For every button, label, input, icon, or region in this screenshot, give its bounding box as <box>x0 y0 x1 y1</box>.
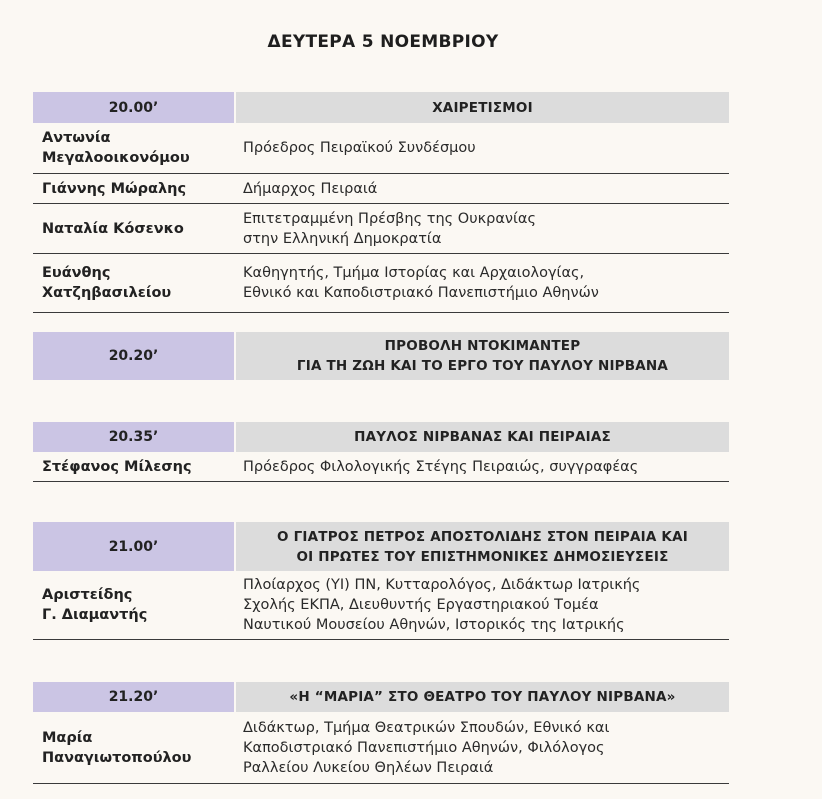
speaker-role <box>234 712 729 783</box>
speaker-name-line: Παναγιωτοπούλου <box>42 749 192 766</box>
session-title <box>236 682 729 712</box>
speaker-name-line: Γ. Διαμαντής <box>42 607 148 623</box>
session-time: 21.00’ <box>33 522 234 571</box>
speaker-role-line: Δήμαρχος Πειραιά <box>243 180 378 197</box>
speaker-role-line: στην Ελληνική Δημοκρατία <box>243 230 442 247</box>
speaker-name-line: Αντωνία <box>42 130 111 146</box>
speaker-row <box>33 712 729 784</box>
speaker-role <box>234 254 729 312</box>
session-header <box>33 682 729 712</box>
speaker-role <box>234 452 729 481</box>
speaker-role-line: Ναυτικού Μουσείου Αθηνών, Ιστορικός της Ιατρικής <box>243 617 625 633</box>
session-title-line: «Η “ΜΑΡΙΑ” ΣΤΟ ΘΕΑΤΡΟ ΤΟΥ ΠΑΥΛΟΥ ΝΙΡΒΑΝΑ» <box>289 689 676 705</box>
speaker-name-line: Μεγαλοοικονόμου <box>42 150 190 166</box>
session-title-line: ΟΙ ΠΡΩΤΕΣ ΤΟΥ ΕΠΙΣΤΗΜΟΝΙΚΕΣ ΔΗΜΟΣΙΕΥΣΕΙΣ <box>296 548 669 565</box>
speaker-role-line: Πλοίαρχος (ΥΙ) ΠΝ, Κυτταρολόγος, Διδάκτωρ Ιατρικής <box>243 577 641 593</box>
session-block <box>33 92 729 313</box>
session-block <box>33 682 729 784</box>
session-title <box>236 332 729 380</box>
session-title-line: ΠΡΟΒΟΛΗ ΝΤΟΚΙΜΑΝΤΕΡ <box>384 338 581 354</box>
speaker-role-line: Εθνικό και Καποδιστριακό Πανεπιστήμιο Αθηνών <box>243 285 599 301</box>
speaker-name <box>33 571 234 639</box>
speaker-role-line: Καθηγητής, Τμήμα Ιστορίας και Αρχαιολογίας, <box>243 265 585 281</box>
session-block <box>33 522 729 640</box>
session-header <box>33 522 729 571</box>
speaker-name-line: Αριστείδης <box>42 587 133 603</box>
speaker-name-line: Χατζηβασιλείου <box>42 285 172 301</box>
session-title <box>236 92 729 123</box>
speaker-name-line: Στέφανος Μίλεσης <box>42 458 192 475</box>
session-title <box>236 522 729 571</box>
speaker-name-line: Ευάνθης <box>42 265 111 281</box>
speaker-name-line: Μαρία <box>42 729 93 746</box>
session-time: 20.20’ <box>33 332 234 380</box>
session-block <box>33 422 729 482</box>
speaker-role-line: Ραλλείου Λυκείου Θηλέων Πειραιά <box>243 759 494 776</box>
speaker-name <box>33 254 234 312</box>
speaker-row <box>33 452 729 482</box>
session-time: 20.35’ <box>33 422 234 452</box>
speaker-role-line: Καποδιστριακό Πανεπιστήμιο Αθηνών, Φιλόλογος <box>243 739 605 756</box>
speaker-name <box>33 123 234 173</box>
speaker-name <box>33 712 234 783</box>
speaker-role <box>234 174 729 203</box>
session-header <box>33 422 729 452</box>
speaker-name <box>33 452 234 481</box>
speaker-name-line: Ναταλία Κόσενκο <box>42 220 184 237</box>
speaker-row <box>33 204 729 254</box>
session-block <box>33 332 729 380</box>
session-title <box>236 422 729 452</box>
speaker-row <box>33 123 729 174</box>
speaker-role-line: Πρόεδρος Φιλολογικής Στέγης Πειραιώς, συγγραφέας <box>243 458 639 475</box>
speaker-role-line: Σχολής ΕΚΠΑ, Διευθυντής Εργαστηριακού Τομέα <box>243 597 599 613</box>
session-title-line: ΧΑΙΡΕΤΙΣΜΟΙ <box>432 99 533 116</box>
session-header <box>33 92 729 123</box>
session-title-line: Ο ΓΙΑΤΡΟΣ ΠΕΤΡΟΣ ΑΠΟΣΤΟΛΙΔΗΣ ΣΤΟΝ ΠΕΙΡΑΙΑ ΚΑΙ <box>277 528 688 545</box>
speaker-role-line: Πρόεδρος Πειραϊκού Συνδέσμου <box>243 140 476 156</box>
speaker-row <box>33 571 729 640</box>
session-time: 21.20’ <box>33 682 234 712</box>
speaker-name-line: Γιάννης Μώραλης <box>42 180 187 197</box>
speaker-row <box>33 254 729 313</box>
speaker-role-line: Διδάκτωρ, Τμήμα Θεατρικών Σπουδών, Εθνικό και <box>243 719 610 736</box>
session-title-line: ΠΑΥΛΟΣ ΝΙΡΒΑΝΑΣ ΚΑΙ ΠΕΙΡΑΙΑΣ <box>354 429 611 445</box>
session-header <box>33 332 729 380</box>
session-time: 20.00’ <box>33 92 234 123</box>
speaker-role <box>234 204 729 253</box>
session-title-line: ΓΙΑ ΤΗ ΖΩΗ ΚΑΙ ΤΟ ΕΡΓΟ ΤΟΥ ΠΑΥΛΟΥ ΝΙΡΒΑΝΑ <box>296 358 669 374</box>
speaker-name <box>33 174 234 203</box>
speaker-role <box>234 571 729 639</box>
speaker-role-line: Επιτετραμμένη Πρέσβης της Ουκρανίας <box>243 210 536 227</box>
speaker-role <box>234 123 729 173</box>
speaker-name <box>33 204 234 253</box>
speaker-row <box>33 174 729 204</box>
page-title: ΔΕΥΤΕΡΑ 5 ΝΟΕΜΒΡΙΟΥ <box>267 32 499 52</box>
